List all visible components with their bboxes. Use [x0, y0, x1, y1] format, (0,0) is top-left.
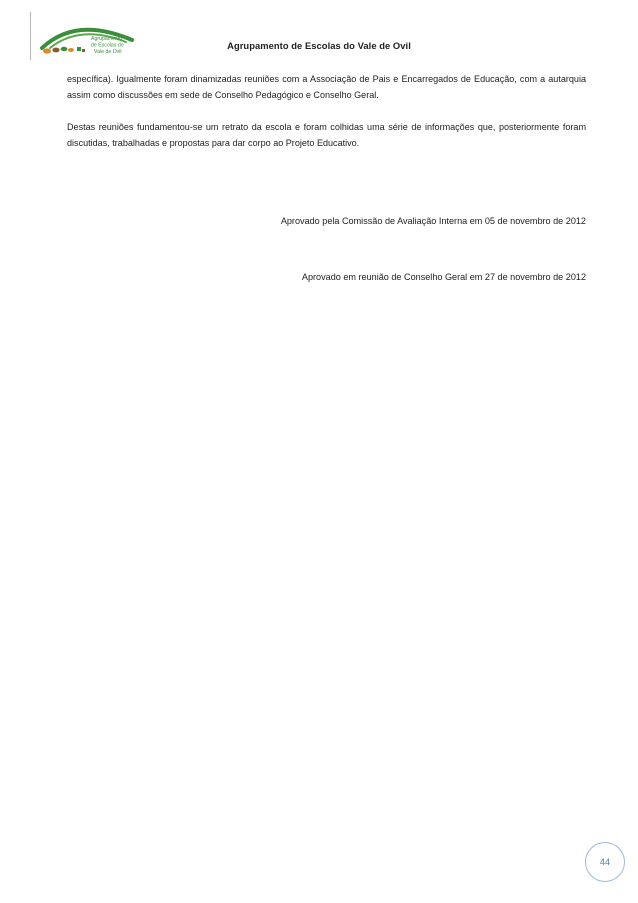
header-divider: [30, 12, 31, 60]
page-number: 44: [599, 857, 611, 867]
logo-text-line1: Agrupamento: [91, 36, 123, 42]
logo-text-line2: de Escolas do: [91, 42, 124, 49]
body-paragraph-1: específica). Igualmente foram dinamizadas reuniões com a Associação de Pais e Encarregados de Educação, com a autarquia assim como discussões em sede de Conselho Pedagógico e Conselho Geral.: [67, 74, 586, 100]
approval-statement-general-council: Aprovado em reunião de Conselho Geral em 27 de novembro de 2012: [301, 272, 586, 282]
approval-statement-internal-evaluation: Aprovado pela Comissão de Avaliação Interna em 05 de novembro de 2012: [280, 216, 586, 226]
page-number-badge: [585, 842, 625, 882]
body-paragraph-2: Destas reuniões fundamentou-se um retrato da escola e foram colhidas uma série de informações que, posteriormente foram discutidas, trabalhadas e propostas para dar corpo ao Projeto Educativo.: [67, 122, 586, 148]
logo-text-line3: Vale de Ovil: [94, 49, 122, 55]
header-title: Agrupamento de Escolas do Vale de Ovil: [227, 40, 411, 51]
